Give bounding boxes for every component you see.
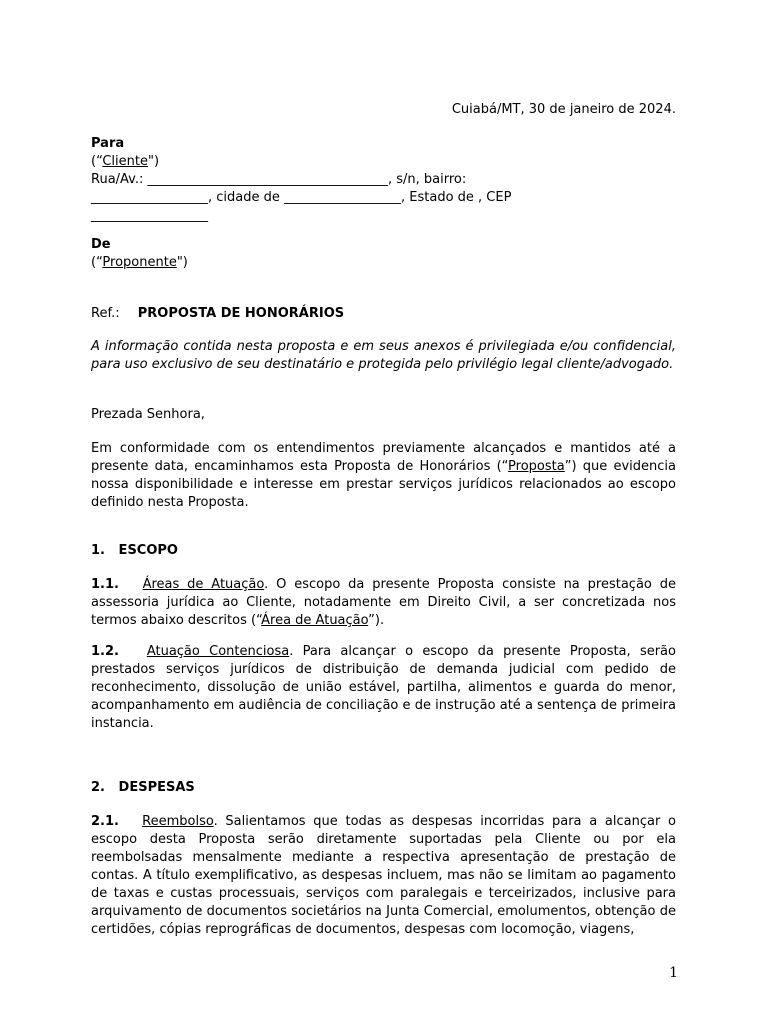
recipient-defined-term: (“Cliente"): [91, 154, 160, 169]
reference-title: PROPOSTA DE HONORÁRIOS: [137, 306, 345, 321]
intro-paragraph: Em conformidade com os entendimentos previamente alcançados e mantidos até a presente data, encaminhamos esta Proposta de Honorários (“Proposta”) que evidencia nossa disponibilidade e interesse em prestar serviços jurídicos relacionados ao escopo definido nesta Proposta.: [91, 441, 676, 510]
sender-label: De: [91, 237, 111, 252]
clause-2-1: 2.1. Reembolso. Salientamos que todas as despesas incorridas para a alcançar o escopo desta Proposta serão diretamente suportadas pela Cliente ou por ela reembolsadas mensalmente mediante a respectiva apresentação de prestação de contas. A título exemplificativo, as despesas incluem, mas não se limitam ao pagamento de taxas e custas processuais, serviços com paralegais e terceirizados, inclusive para arquivamento de documentos societários na Junta Comercial, emolumentos, obtenção de certidões, cópias reprográficas de documentos, despesas com locomoção, viagens,: [91, 814, 676, 937]
sender-defined-term: (“Proponente"): [91, 255, 188, 270]
sender-block: [91, 236, 676, 272]
clause-1-2: 1.2. Atuação Contenciosa. Para alcançar o escopo da presente Proposta, serão prestados serviços jurídicos de distribuição de demanda judicial com pedido de reconhecimento, dissolução de união estável, partilha, alimentos e guarda do menor, acompanhamento em audiência de conciliação e de instrução até a sentença de primeira instancia.: [91, 644, 676, 731]
recipient-address-line-3: __________________: [91, 208, 208, 223]
recipient-label: Para: [91, 136, 125, 151]
recipient-address-line-1: Rua/Av.: _____________________________________, s/n, bairro:: [91, 172, 467, 187]
clause-1-1: 1.1. Áreas de Atuação. O escopo da presente Proposta consiste na prestação de assessoria jurídica ao Cliente, notadamente em Direito Civil, a ser concretizada nos termos abaixo descritos (“Área de Atuação”).: [91, 577, 676, 628]
recipient-block: [91, 135, 676, 225]
reference-label: Ref.:: [91, 306, 120, 321]
recipient-address-line-2: __________________, cidade de __________________, Estado de , CEP: [91, 190, 512, 205]
page-number: 1: [669, 965, 678, 981]
date-line: Cuiabá/MT, 30 de janeiro de 2024.: [451, 102, 676, 117]
confidentiality-notice: A informação contida nesta proposta e em seus anexos é privilegiada e/ou confidencial, para uso exclusivo de seu destinatário e protegida pelo privilégio legal cliente/advogado.: [91, 339, 676, 372]
reference-line: [91, 305, 676, 323]
section-2-heading: 2. DESPESAS: [91, 780, 195, 795]
salutation: Prezada Senhora,: [91, 407, 205, 422]
section-1-heading: 1. ESCOPO: [91, 543, 178, 558]
